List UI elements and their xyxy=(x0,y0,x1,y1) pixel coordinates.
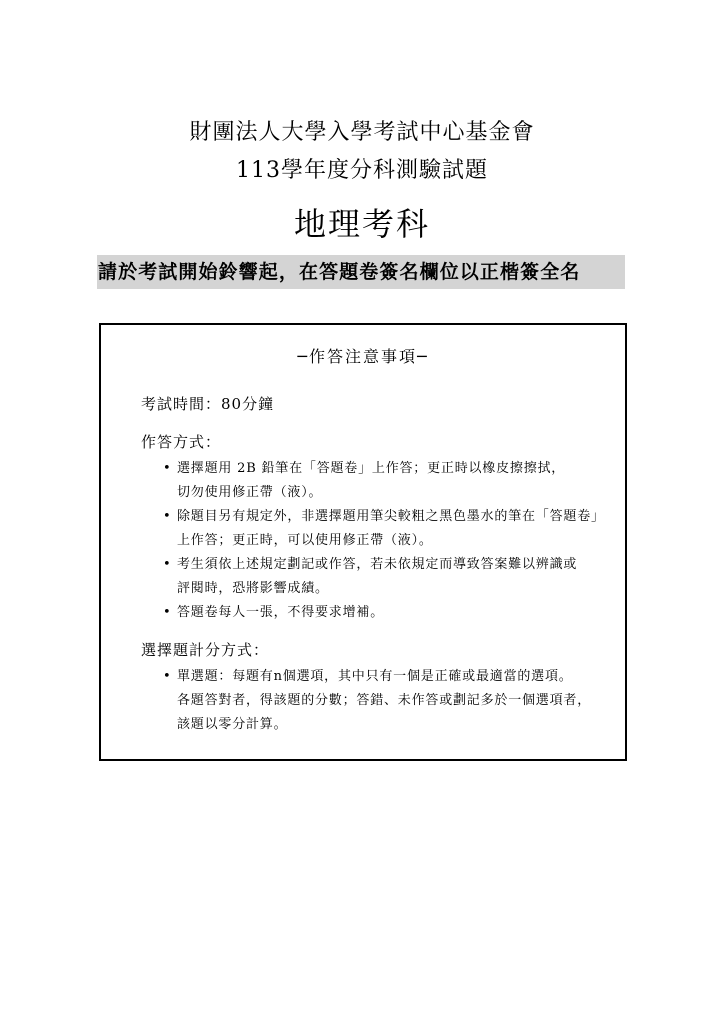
list-item xyxy=(161,665,617,737)
list-item-line: 考生須依上述規定劃記或作答，若未依規定而導致答案難以辨識或 xyxy=(177,557,578,572)
bullet-icon: • xyxy=(163,605,172,620)
list-item-line: 單選題：每題有n個選項，其中只有一個是正確或最適當的選項。 xyxy=(177,669,573,684)
list-item-line: 切勿使用修正帶（液）。 xyxy=(177,485,323,500)
list-item xyxy=(161,505,617,553)
notice-box xyxy=(99,323,627,761)
list-item-line: 除題目另有規定外，非選擇題用筆尖較粗之黑色墨水的筆在「答題卷」 xyxy=(177,509,605,524)
answer-method-list xyxy=(161,457,617,625)
list-item xyxy=(161,601,617,625)
sign-instruction-text: 請於考試開始鈴響起，在答題卷簽名欄位以正楷簽全名 xyxy=(98,261,581,283)
bullet-icon: • xyxy=(163,509,172,524)
list-item-line: 該題以零分計算。 xyxy=(177,717,288,732)
list-item xyxy=(161,457,617,505)
list-item-line: 選擇題用 2B 鉛筆在「答題卷」上作答；更正時以橡皮擦擦拭， xyxy=(177,461,566,476)
subject-title: 地理考科 xyxy=(293,205,430,243)
organization-title: 財團法人大學入學考試中心基金會 xyxy=(189,120,535,145)
list-item-line: 評閱時，恐將影響成績。 xyxy=(177,581,329,596)
list-item-line: 各題答對者，得該題的分數；答錯、未作答或劃記多於一個選項者， xyxy=(177,693,592,708)
bullet-icon: • xyxy=(163,669,172,684)
bullet-icon: • xyxy=(163,461,172,476)
notice-title: ─作答注意事項─ xyxy=(297,347,429,366)
scoring-heading: 選擇題計分方式： xyxy=(141,641,270,659)
list-item xyxy=(161,553,617,601)
exam-year-title: 113學年度分科測驗試題 xyxy=(236,158,488,183)
list-item-line: 上作答；更正時，可以使用修正帶（液）。 xyxy=(177,533,433,548)
exam-time: 考試時間：80分鐘 xyxy=(141,395,275,413)
scoring-list xyxy=(161,665,617,737)
answer-method-heading: 作答方式： xyxy=(141,433,222,451)
list-item-line: 答題卷每人一張，不得要求增補。 xyxy=(177,605,385,620)
bullet-icon: • xyxy=(163,557,172,572)
